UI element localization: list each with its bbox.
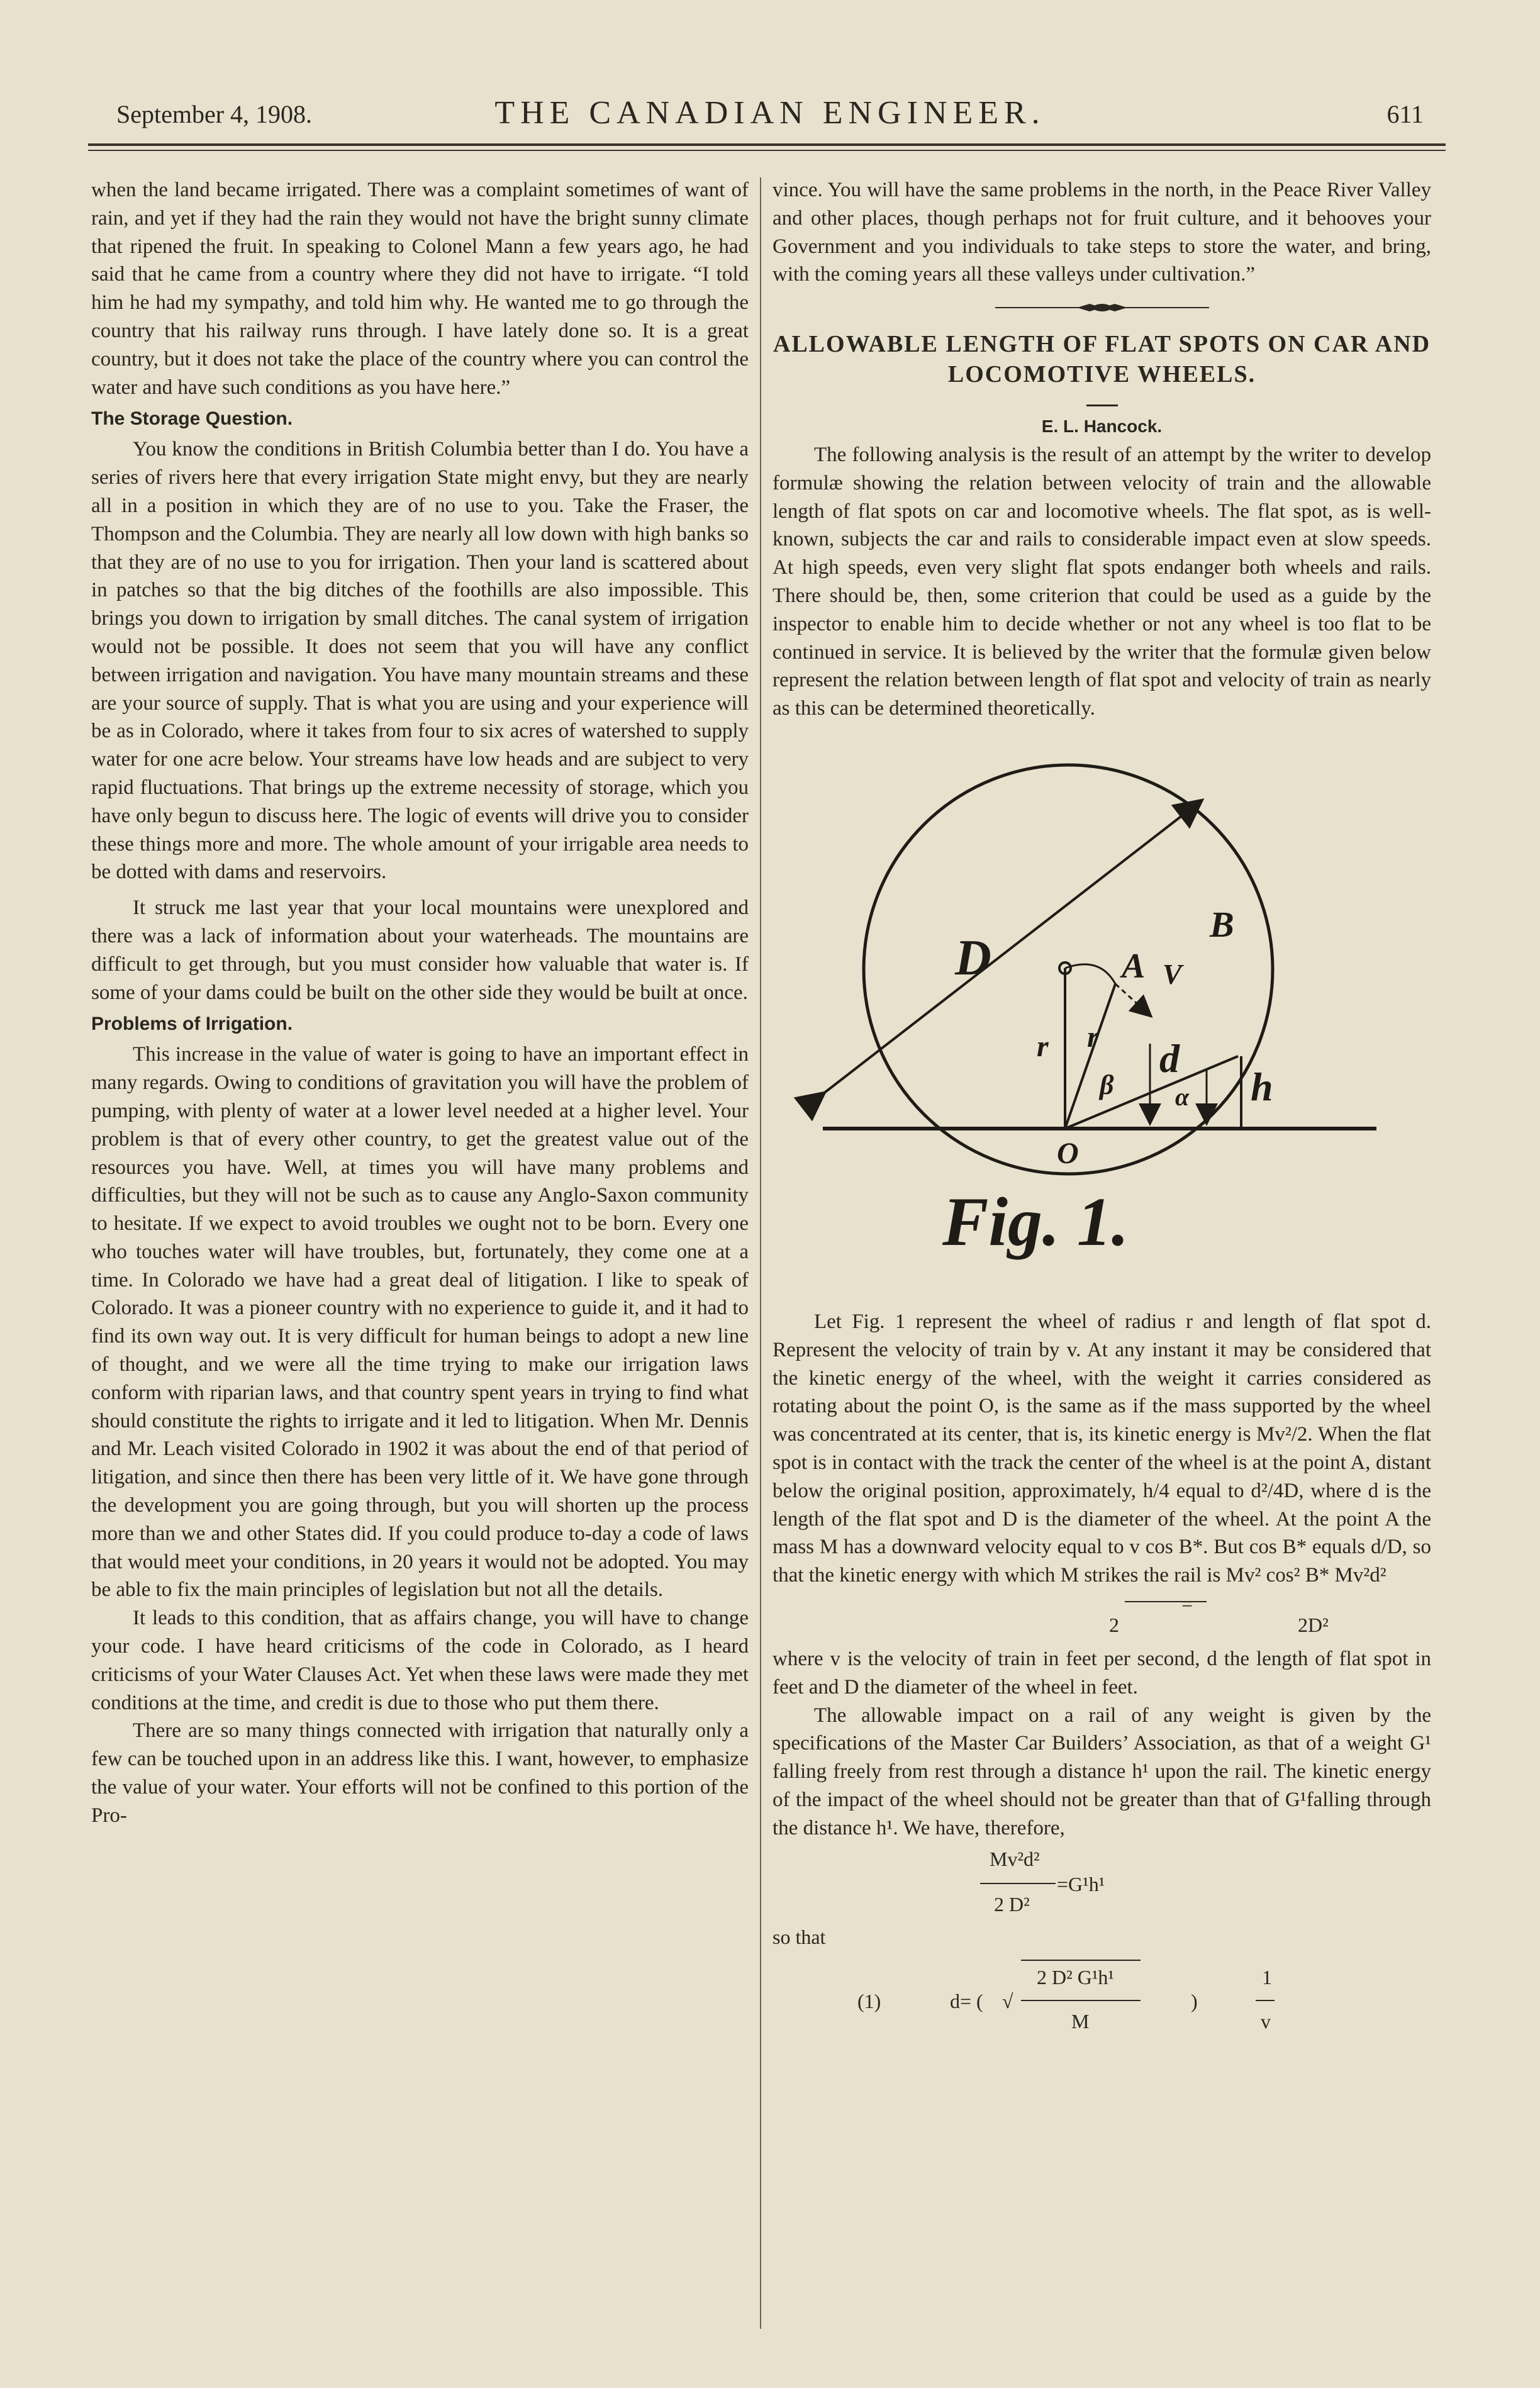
velocity-arrow [1115, 984, 1150, 1015]
section-heading: Problems of Irrigation. [91, 1013, 293, 1035]
left-column [91, 176, 749, 1830]
eq3-denominator: M [1071, 2009, 1090, 2033]
figure-caption: Fig. 1. [942, 1183, 1129, 1260]
wheel-circle [864, 765, 1273, 1174]
paragraph: where v is the velocity of train in feet per second, d the length of flat spot in feet and D the diameter of the wheel in feet. [773, 1647, 1431, 1699]
eq2-numerator: Mv²d² [990, 1847, 1040, 1870]
label-V: V [1163, 957, 1182, 990]
eq3-radical: √ [1002, 1989, 1013, 2012]
section-ornament [773, 303, 1431, 313]
eq1-denominator-left: 2 [1109, 1613, 1119, 1636]
wheel-diagram [773, 729, 1431, 1295]
paragraph: This increase in the value of water is going to have an important effect in many regards. Owing to conditions of gravitation you will have the problem of pumping, with plenty of water at a lower level needed at a higher level. Your problem is that of every other country, to get the greatest value out of the resources you have. Well, at times you will have many problems and difficulties, but they will not be such as to cause any Anglo-Saxon community to hesitate. If we expect to avoid troubles we ought not to be born. Every one who touches water will have troubles, but, fortunately, they come one at a time. In Colorado we have had a great deal of litigation. I like to speak of Colorado. It was a pioneer country with no experience to guide it, and it had to find its own way out. It is very difficult for human beings to adopt a new line of thought, and we were all the time trying to make our irrigation laws conform with riparian laws, and that country spent years in trying to find what should constitute the rights to irrigate and it led to litigation. When Mr. Dennis and Mr. Leach visited Colorado in 1902 it was about the end of that period of litigation, and since then there has been very little of it. We have gone through the development you are going through, but you will shorten up the process more than we and other States did. If you could produce to-day a code of laws that would meet your conditions, in 20 years it would not be adopted. You may be able to fix the main principles of legislation but not all the details. [91, 1043, 749, 1602]
label-beta: β [1100, 1069, 1114, 1100]
eq3-lhs: d= ( [950, 1989, 983, 2012]
equation-2 [773, 1845, 1431, 1921]
paragraph: The following analysis is the result of an attempt by the writer to develop formulæ showing the relation between velocity of train and the allowable length of flat spots on car and locomotive wheels. The flat spot, as is well-known, subjects the car and rails to considerable impact even at slow speeds. At high speeds, even very slight flat spots endanger both wheels and rails. There should be, then, some criterion that could be used as a guide by the inspector to enable him to decide whether or not any wheel is too flat to be continued in service. It is believed by the writer that the formulæ given below represent the relation between length of flat spot and velocity of train as nearly as this can be determined theoretically. [773, 443, 1431, 720]
flat-spot-line [1065, 1056, 1238, 1129]
center-path [1065, 964, 1115, 984]
column-divider [760, 177, 761, 2329]
eq2-denominator: 2 D² [994, 1892, 1030, 1916]
eq1-equals: = [1181, 1592, 1193, 1615]
header-rule [88, 143, 1446, 146]
label-d: d [1159, 1035, 1180, 1081]
paragraph: The allowable impact on a rail of any weight is given by the specifications of the Master Car Builders’ Association, as that of a weight G¹ falling freely from rest through a distance h¹ upon the rail. The kinetic energy of the impact of the wheel should not be greater than that of G¹falling through the distance h¹. We have, therefore, [773, 1704, 1431, 1839]
issue-date: September 4, 1908. [116, 100, 313, 128]
equation-3 [773, 1953, 1431, 2035]
page-header [116, 94, 1424, 132]
equation-1 [773, 1592, 1431, 1643]
so-that-text: so that [773, 1925, 826, 1948]
paragraph: vince. You will have the same problems in the north, in the Peace River Valley and other places, though perhaps not for fruit culture, and it behooves your Government and you individuals to take steps to store the water, and bring, with the coming years all these valleys under cultivation.” [773, 179, 1431, 286]
article-title: ALLOWABLE LENGTH OF FLAT SPOTS ON CAR AND LOCOMOTIVE WHEELS. [773, 331, 1431, 388]
section-heading: The Storage Question. [91, 408, 293, 430]
label-h: h [1251, 1064, 1273, 1109]
eq3-frac-den: v [1261, 2009, 1271, 2033]
paragraph: You know the conditions in British Columbia better than I do. You have a series of rivers here that every irrigation State might envy, but they are nearly all in a position in which they are of no use to you. Take the Fraser, the Thompson and the Columbia. They are nearly all low down with high banks so that they are of no use to you for irrigation. Then your land is scattered about in patches so that the big ditches of the foothills are also impossible. This brings you down to irrigation by small ditches. The canal system of irrigation would not be possible. It does not seem that you will have any conflict between irrigation and navigation. You have many mountain streams and these are your source of supply. That is what you are using and your experience will be as in Colorado, where it takes from four to six acres of watershed to supply water for one acre below. Your streams have low heads and are subject to very rapid fluctuations. That brings up the extreme necessity of storage, which you have only begun to discuss here. The logic of events will drive you to consider these things more and more. The whole amount of your irrigable area needs to be dotted with dams and reservoirs. [91, 438, 749, 884]
eq1-denominator-right: 2D² [1298, 1613, 1329, 1636]
paragraph: There are so many things connected with irrigation that naturally only a few can be touched upon in an address like this. I want, however, to emphasize the value of your water. Your efforts will not be confined to this portion of the Pro- [91, 1719, 749, 1827]
eq3-numerator: 2 D² G¹h¹ [1037, 1965, 1114, 1989]
byline: E. L. Hancock. [1041, 416, 1163, 437]
paragraph: Let Fig. 1 represent the wheel of radius r and length of flat spot d. Represent the velocity of train by v. At any instant it may be considered that the kinetic energy of the wheel, with the weight it carries considered as rotating about the point O, is the same as if the mass supported by the wheel was concentrated at its center, that is, its kinetic energy is Mv²/2. When the flat spot is in contact with the track the center of the wheel is at the point A, distant below the original position, approximately, h/4 equal to d²/4D, where d is the length of the flat spot and D is the diameter of the wheel. At the point A the mass M has a downward velocity equal to v cos B*. But cos B* equals d/D, so that the kinetic energy with which M strikes the rail is Mv² cos² B* Mv²d² [773, 1310, 1431, 1587]
eq3-close: ) [1191, 1989, 1198, 2012]
so-that-line [773, 1923, 1431, 1951]
publication-title: THE CANADIAN ENGINEER. [494, 95, 1046, 131]
paragraph: It struck me last year that your local mountains were unexplored and there was a lack of information about your waterheads. The mountains are difficult to get through, but you must consider how valuable that water is. If some of your dams could be built on the other side they would be built at once. [91, 896, 749, 1004]
label-B: B [1210, 903, 1234, 945]
label-O: O [1057, 1136, 1079, 1170]
label-D: D [955, 930, 991, 986]
label-alpha: α [1175, 1082, 1190, 1111]
eq3-number: (1) [857, 1989, 881, 2012]
label-r2: r [1087, 1020, 1099, 1054]
label-A: A [1122, 946, 1146, 986]
eq3-frac-num: 1 [1262, 1965, 1272, 1989]
paragraph: when the land became irrigated. There was a complaint sometimes of want of rain, and yet if they had the rain they would not have the bright sunny climate that ripened the fruit. In speaking to Colonel Mann a few years ago, he had said that he came from a country where they did not have to irrigate. “I told him he had my sympathy, and told him why. He wanted me to go through the country that his railway runs through. I have lately done so. It is a great country, but it does not take the place of the country where you can control the water and have such conditions as you have here.” [91, 179, 749, 399]
page-number: 611 [1387, 100, 1424, 128]
label-r1: r [1037, 1029, 1049, 1063]
eq2-rhs: =G¹h¹ [1057, 1872, 1105, 1895]
right-column [773, 176, 1431, 2038]
radius-line-2 [1065, 984, 1115, 1129]
paragraph: It leads to this condition, that as affairs change, you will have to change your code. I have heard criticisms of the code in Colorado, as I heard criticisms of your Water Clauses Act. Yet when these laws were made they met conditions at the time, and credit is due to those who put them there. [91, 1607, 749, 1714]
title-rule [1086, 405, 1118, 406]
header-rule-thin [88, 150, 1446, 151]
